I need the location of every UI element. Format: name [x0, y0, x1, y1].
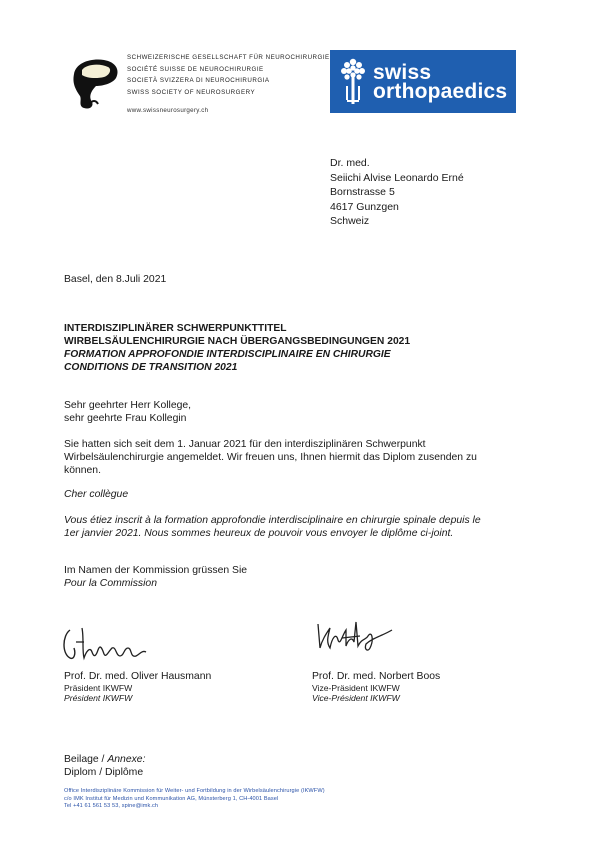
- letter-subject: [64, 322, 484, 374]
- subject-line-1: INTERDISZIPLINÄRER SCHWERPUNKTTITEL: [64, 323, 287, 334]
- footer: [64, 788, 325, 811]
- recipient-country: Schweiz: [330, 215, 370, 227]
- signer-2-role-de: Vize-Präsident IKWFW: [312, 683, 400, 693]
- closing: [64, 564, 247, 590]
- signer-hausmann: [64, 671, 211, 703]
- annex-label-de: Beilage /: [64, 754, 108, 765]
- recipient-city: 4617 Gunzgen: [330, 200, 399, 213]
- signature-boos: [312, 610, 402, 660]
- recipient-address: [330, 156, 464, 229]
- paragraph-fr-line-1: Vous étiez inscrit à la formation approfondie interdisciplinaire en chirurgie spinale depuis le: [64, 515, 481, 526]
- signer-boos: [312, 671, 440, 703]
- swiss-orthopaedics-logo: [330, 50, 516, 113]
- swiss-orthopaedics-wordmark: [373, 63, 507, 101]
- paragraph-fr-line-2: 1er janvier 2021. Nous sommes heureux de pouvoir vous envoyer le diplôme ci-joint.: [64, 528, 454, 539]
- salutation-line-1: Sehr geehrter Herr Kollege,: [64, 400, 192, 411]
- sgnc-logo: [70, 56, 122, 112]
- sgnc-name-en: SWISS SOCIETY OF NEUROSURGERY: [127, 88, 256, 96]
- salutation-line-2: sehr geehrte Frau Kollegin: [64, 413, 187, 424]
- sgnc-name-it: SOCIETÀ SVIZZERA DI NEUROCHIRURGIA: [127, 77, 270, 84]
- tree-icon: [338, 56, 368, 108]
- sgnc-society-names: [127, 52, 330, 98]
- recipient-title: Dr. med.: [330, 157, 370, 169]
- paragraph-de-line-2: Wirbelsäulenchirurgie angemeldet. Wir freuen uns, Ihnen hiermit das Diplom zusenden zu: [64, 452, 477, 463]
- annex-content: Diplom / Diplôme: [64, 767, 144, 778]
- salutation-fr: Cher collègue: [64, 489, 129, 500]
- recipient-street: Bornstrasse 5: [330, 186, 395, 198]
- so-line-1: swiss: [373, 61, 432, 84]
- footer-line-3: Tel +41 61 561 53 53, spine@imk.ch: [64, 803, 159, 810]
- subject-line-3: FORMATION APPROFONDIE INTERDISCIPLINAIRE EN CHIRURGIE: [64, 349, 391, 360]
- signer-1-role-de: Präsident IKWFW: [64, 683, 133, 693]
- closing-fr: Pour la Commission: [64, 578, 157, 589]
- annex-label-fr: Annexe:: [107, 754, 146, 765]
- annex-label: [64, 753, 145, 766]
- signer-1-name: Prof. Dr. med. Oliver Hausmann: [64, 671, 212, 682]
- signer-2-name: Prof. Dr. med. Norbert Boos: [312, 671, 441, 682]
- sgnc-name-fr: SOCIÉTÉ SUISSE DE NEUROCHIRURGIE: [127, 65, 264, 73]
- sgnc-website[interactable]: www.swissneurosurgery.ch: [127, 107, 209, 114]
- footer-line-1: Office Interdisziplinäre Kommission für Weiter- und Fortbildung in der Wirbelsäulenchirurgie (IKWFW): [64, 788, 325, 794]
- letter-date: Basel, den 8.Juli 2021: [64, 274, 167, 285]
- signature-hausmann: [60, 618, 160, 666]
- subject-line-2: WIRBELSÄULENCHIRURGIE NACH ÜBERGANGSBEDINGUNGEN 2021: [64, 336, 411, 347]
- sgnc-name-de: SCHWEIZERISCHE GESELLSCHAFT FÜR NEUROCHIRURGIE: [127, 54, 330, 61]
- closing-de: Im Namen der Kommission grüssen Sie: [64, 565, 248, 576]
- paragraph-de: [64, 438, 524, 477]
- salutation-de: [64, 399, 191, 425]
- annex: [64, 753, 145, 779]
- signer-2-role-fr: Vice-Président IKWFW: [312, 693, 400, 703]
- footer-line-2: c/o IMK Institut für Medizin und Kommunikation AG, Münsterberg 1, CH-4001 Basel: [64, 795, 279, 802]
- paragraph-fr: [64, 514, 524, 540]
- paragraph-de-line-1: Sie hatten sich seit dem 1. Januar 2021 für den interdisziplinären Schwerpunkt: [64, 439, 426, 450]
- recipient-name: Seiichi Alvise Leonardo Erné: [330, 171, 464, 184]
- so-line-2: orthopaedics: [373, 80, 508, 103]
- subject-line-4: CONDITIONS DE TRANSITION 2021: [64, 362, 238, 373]
- paragraph-de-line-3: können.: [64, 465, 101, 476]
- signer-1-role-fr: Président IKWFW: [64, 693, 133, 703]
